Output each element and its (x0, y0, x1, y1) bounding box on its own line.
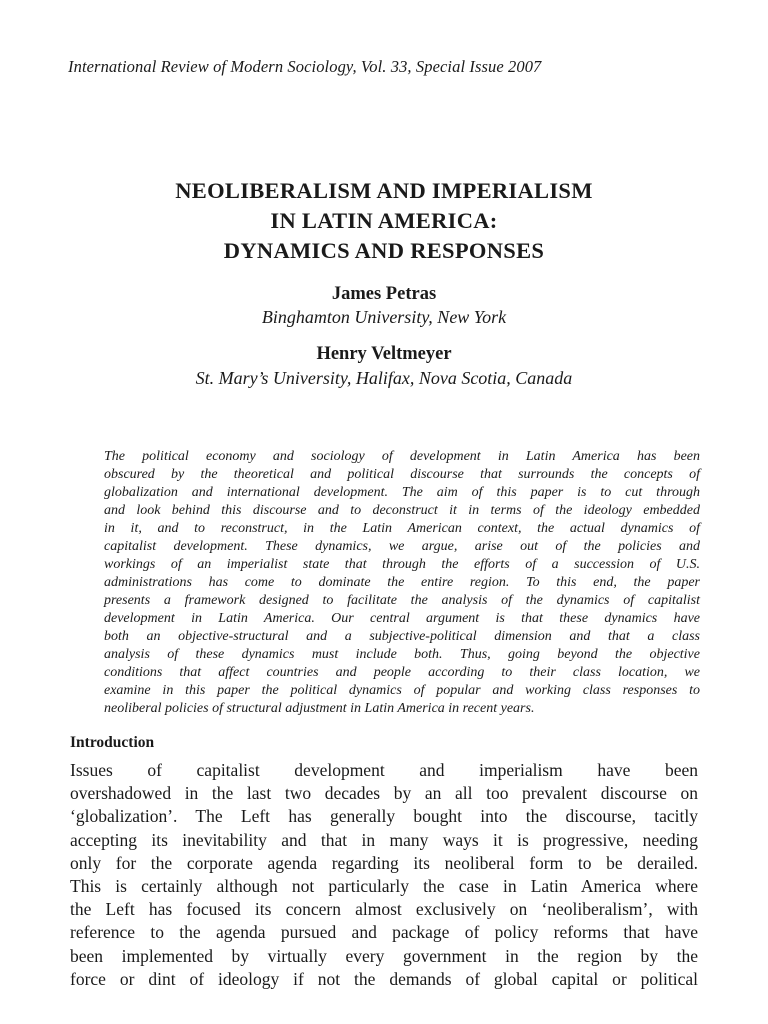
abstract-line: obscured by the theoretical and political discourse that surrounds the concepts of (104, 467, 700, 482)
body-line: overshadowed in the last two decades by an all too prevalent discourse on (70, 783, 698, 804)
title-line: DYNAMICS AND RESPONSES (223, 238, 545, 263)
abstract-line: presents a framework designed to facilitate the analysis of the dynamics of capitalist (104, 593, 700, 608)
body-line: only for the corporate agenda regarding its neoliberal form to be derailed. (70, 852, 698, 873)
body-line: accepting its inevitability and that in many ways it is progressive, needing (70, 829, 698, 850)
author-name: Henry Veltmeyer (316, 344, 452, 364)
body-line: been implemented by virtually every government in the region by the (70, 945, 698, 966)
body-paragraph (70, 759, 698, 991)
title-line: IN LATIN AMERICA: (270, 208, 498, 233)
body-line: reference to the agenda pursued and package of policy reforms that have (70, 922, 698, 943)
abstract-line: conditions that affect countries and people according to their class location, we (104, 665, 700, 680)
abstract-line: examine in this paper the political dynamics of popular and working class responses to (104, 683, 700, 698)
author-affiliation: Binghamton University, New York (261, 307, 507, 327)
abstract-line: development in Latin America. Our central argument is that these dynamics have (104, 611, 700, 626)
body-line: force or dint of ideology if not the demands of global capital or political (70, 968, 698, 989)
abstract-line: and look behind this discourse and to deconstruct it in terms of the ideology embedded (104, 503, 700, 518)
abstract-line: workings of an imperialist state that through the efforts of a succession of U.S. (104, 557, 700, 572)
body-line: the Left has focused its concern almost exclusively on ‘neoliberalism’, with (70, 899, 698, 920)
abstract-line: globalization and international development. The aim of this paper is to cut through (104, 485, 700, 500)
abstract (104, 448, 700, 718)
article-title (0, 176, 768, 266)
author-affiliation: St. Mary’s University, Halifax, Nova Scotia, Canada (195, 368, 573, 388)
abstract-line: capitalist development. These dynamics, we argue, arise out of the policies and (104, 539, 700, 554)
title-line: NEOLIBERALISM AND IMPERIALISM (175, 178, 593, 203)
author-name: James Petras (331, 284, 437, 304)
body-line: This is certainly although not particularly the case in Latin America where (70, 875, 698, 896)
abstract-line: analysis of these dynamics must include both. Thus, going beyond the objective (104, 647, 700, 662)
journal-header: International Review of Modern Sociology, Vol. 33, Special Issue 2007 (68, 57, 542, 76)
abstract-line: administrations has come to dominate the entire region. To this end, the paper (104, 575, 700, 590)
body-line: Issues of capitalist development and imperialism have been (70, 760, 698, 780)
abstract-line: both an objective-structural and a subjective-political dimension and that a class (104, 629, 700, 644)
body-line: ‘globalization’. The Left has generally bought into the discourse, tacitly (70, 806, 698, 827)
abstract-line: The political economy and sociology of development in Latin America has been (104, 449, 700, 464)
abstract-line: in it, and to reconstruct, in the Latin American context, the actual dynamics of (104, 521, 700, 536)
section-heading: Introduction (70, 734, 155, 751)
abstract-line: neoliberal policies of structural adjustment in Latin America in recent years. (104, 701, 535, 716)
